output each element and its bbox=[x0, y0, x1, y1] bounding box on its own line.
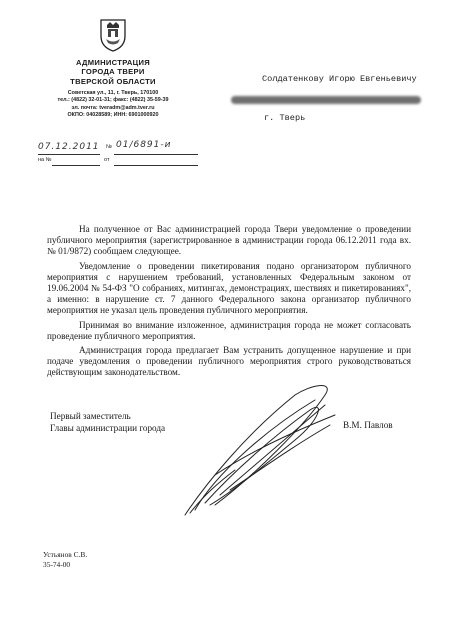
signatory-title-line-1: Первый заместитель bbox=[50, 411, 131, 421]
org-name-line-1: АДМИНИСТРАЦИЯ bbox=[75, 58, 151, 67]
body-paragraph-2: Уведомление о проведении пикетирования подано организатором публичного мероприятия с нарушением требований, установленных Федеральным законом от 19.06.2004 № 54-ФЗ "О собраниях, митингах, демонстрациях, шествиях и пикетированиях", а именно: в нарушение ст. 7 данного Федерального закона организатор публичного мероприятия не указал цель проведения публичного мероприятия. bbox=[47, 260, 411, 316]
signatory-title bbox=[50, 411, 165, 435]
org-codes: ОКПО: 04028589; ИНН: 6901000920 bbox=[67, 111, 159, 118]
letterhead bbox=[30, 58, 196, 119]
signatory-name: В.М. Павлов bbox=[343, 420, 393, 430]
org-address: Советская ул., 11, г. Тверь, 170100 bbox=[67, 90, 159, 97]
org-name-line-3: ТВЕРСКОЙ ОБЛАСТИ bbox=[70, 76, 156, 86]
executor-phone: 35-74-00 bbox=[43, 560, 71, 569]
body-paragraph-4: Администрация города предлагает Вам устранить допущенное нарушение и при подаче уведомления о проведении публичного мероприятия строго руководствоваться действующим законодательством. bbox=[47, 345, 411, 378]
registration-date: 07.12.2011 bbox=[38, 142, 100, 152]
coat-of-arms-emblem bbox=[98, 16, 128, 52]
handwritten-signature bbox=[175, 375, 345, 525]
recipient-city: г. Тверь bbox=[264, 113, 306, 123]
executor-name: Устьянов С.В. bbox=[43, 550, 88, 559]
org-name-line-2: ГОРОДА ТВЕРИ bbox=[81, 67, 145, 77]
org-phones: тел.: (4822) 32-01-31; факс: (4822) 35-59-39 bbox=[57, 97, 169, 104]
signatory-title-line-2: Главы администрации города bbox=[50, 422, 166, 433]
redacted-address-bar bbox=[231, 96, 421, 104]
recipient-name: Солдатенкову Игорю Евгеньевичу bbox=[262, 74, 417, 84]
letter-body bbox=[47, 224, 411, 382]
body-paragraph-3: Принимая во внимание изложенное, администрация города не может согласовать проведение публичного мероприятия. bbox=[47, 319, 411, 341]
org-email: эл. почта: tveradm@adm.tver.ru bbox=[71, 104, 155, 111]
executor-block bbox=[43, 550, 87, 570]
registration-number-prefix: № bbox=[106, 144, 112, 150]
body-paragraph-1: На полученное от Вас администрацией города Твери уведомление о проведении публичного мероприятия (зарегистрированное в администрации города 06.12.2011 года вх. № 01/9872) сообщаем следующее. bbox=[47, 224, 411, 257]
registration-number: 01/6891-и bbox=[116, 140, 172, 150]
reference-prefix: на № bbox=[38, 157, 52, 163]
